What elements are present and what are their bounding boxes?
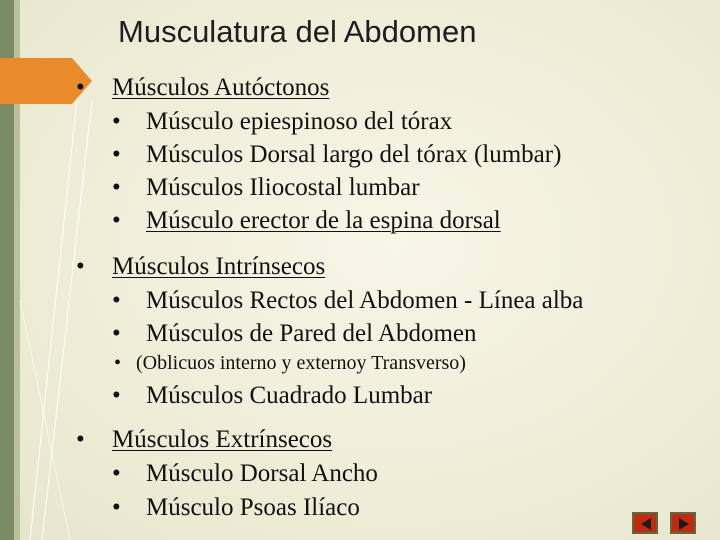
- section-heading-extrinsecos: [76, 426, 332, 454]
- list-item-label: (Oblicuos interno y externoy Transverso): [136, 352, 466, 374]
- list-item: [112, 460, 378, 488]
- list-item: [112, 320, 477, 348]
- list-item: [112, 174, 420, 202]
- list-item-label: Músculo epiespinoso del tórax: [146, 108, 453, 135]
- slide-title: Musculatura del Abdomen: [118, 14, 477, 49]
- list-item-label: Músculos de Pared del Abdomen: [146, 320, 477, 347]
- list-item: [112, 108, 452, 136]
- section-heading-intrinsecos: [76, 253, 325, 281]
- list-item-label: Músculos Cuadrado Lumbar: [146, 382, 433, 409]
- list-item-label: Músculo Dorsal Ancho: [146, 460, 378, 487]
- prev-slide-button[interactable]: [632, 512, 658, 534]
- list-item-label: Músculos Iliocostal lumbar: [146, 174, 420, 201]
- list-item-label: Músculos Rectos del Abdomen - Línea alba: [146, 287, 584, 314]
- bullet: •: [112, 460, 121, 487]
- section-heading-label: Músculos Intrínsecos: [112, 253, 326, 280]
- list-item-note: [114, 352, 466, 375]
- bullet: •: [114, 352, 122, 374]
- bullet: •: [112, 287, 121, 314]
- list-item: [112, 207, 501, 235]
- next-slide-button[interactable]: [670, 512, 696, 534]
- triangle-right-icon: [677, 517, 691, 531]
- bullet: •: [76, 74, 85, 101]
- section-heading-label: Músculos Extrínsecos: [112, 426, 333, 453]
- bullet: •: [76, 426, 85, 453]
- bullet: •: [112, 320, 121, 347]
- bullet: •: [76, 253, 85, 280]
- list-item: [112, 382, 432, 410]
- list-item: [112, 141, 561, 169]
- list-item: [112, 494, 360, 522]
- bullet: •: [112, 382, 121, 409]
- bullet: •: [112, 494, 121, 521]
- bullet: •: [112, 174, 121, 201]
- list-item-label: Músculo Psoas Ilíaco: [146, 494, 360, 521]
- section-heading-autoctonos: [76, 74, 329, 102]
- list-item: [112, 287, 583, 315]
- bullet: •: [112, 141, 121, 168]
- list-item-label: Músculo erector de la espina dorsal: [146, 207, 501, 234]
- list-item-label: Músculos Dorsal largo del tórax (lumbar): [146, 141, 562, 168]
- bullet: •: [112, 207, 121, 234]
- section-heading-label: Músculos Autóctonos: [112, 74, 330, 101]
- triangle-left-icon: [639, 517, 653, 531]
- bullet: •: [112, 108, 121, 135]
